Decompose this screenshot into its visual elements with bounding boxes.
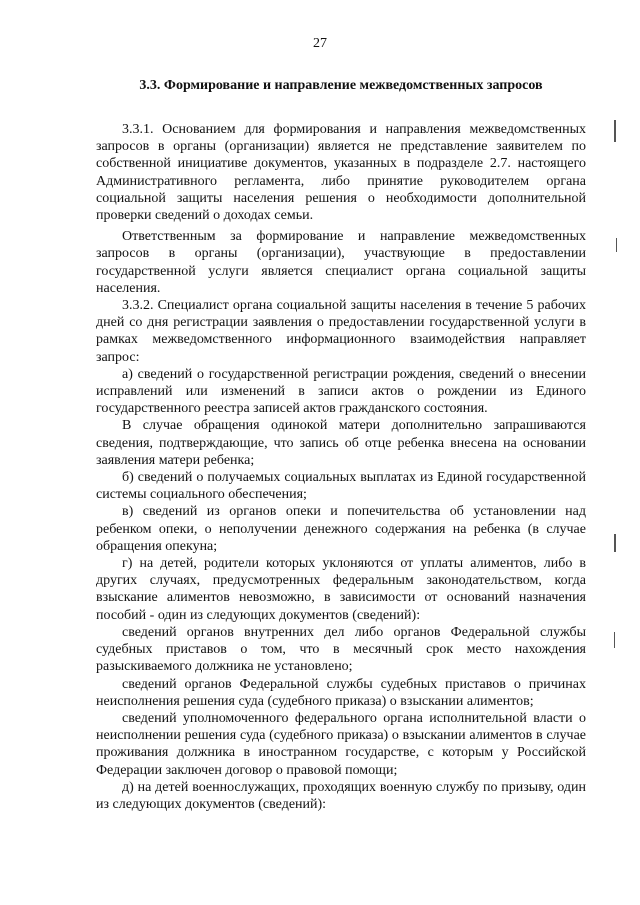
paragraph: Ответственным за формирование и направление межведомственных запросов в органы (организации), участвующие в предоставлении государственной услуги является специалист органа социальной защиты населения. bbox=[96, 229, 586, 296]
paragraph: г) на детей, родители которых уклоняются от уплаты алиментов, либо в других случаях, предусмотренных федеральным законодательством, когда взыскание алиментов невозможно, в зависимости от оснований назначения пособий - один из следующих документов (сведений): bbox=[96, 556, 586, 623]
section-heading: 3.3. Формирование и направление межведомственных запросов bbox=[139, 78, 543, 93]
scan-mark bbox=[614, 120, 616, 142]
paragraph: 3.3.2. Специалист органа социальной защиты населения в течение 5 рабочих дней со дня регистрации заявления о предоставлении государственной услуги в рамках межведомственного информационного взаимодействия направляет запрос: bbox=[96, 298, 586, 365]
paragraph: в) сведений из органов опеки и попечительства об установлении над ребенком опеки, о неполучении денежного содержания на ребенка (в случае обращения опекуна; bbox=[96, 504, 586, 554]
page-number: 27 bbox=[313, 36, 327, 51]
paragraph: сведений органов Федеральной службы судебных приставов о причинах неисполнения решения суда (судебного приказа) о взыскании алиментов; bbox=[96, 676, 586, 709]
paragraph: В случае обращения одинокой матери дополнительно запрашиваются сведения, подтверждающие, что запись об отце ребенка внесена на основании заявления матери ребенка; bbox=[96, 418, 586, 468]
paragraph: сведений органов внутренних дел либо органов Федеральной службы судебных приставов о том, что в месячный срок место нахождения разыскиваемого должника не установлено; bbox=[96, 624, 586, 675]
scan-mark bbox=[614, 534, 616, 552]
paragraph: 3.3.1. Основанием для формирования и направления межведомственных запросов в органы (организации) является не представление заявителем по собственной инициативе документов, указанных в подразделе 2.7. настоящего Административного регламента, либо принятие руководителем органа социальной защиты населения решения о необходимости дополнительной проверки сведений о доходах семьи. bbox=[96, 122, 586, 224]
scan-mark bbox=[614, 632, 615, 648]
paragraph: сведений уполномоченного федерального органа исполнительной власти о неисполнении решения суда (судебного приказа) о взыскании алиментов в случае проживания должника в иностранном государстве, с которым у Российской Федерации заключен договор о правовой помощи; bbox=[96, 710, 586, 778]
document-body bbox=[96, 121, 586, 813]
scan-mark bbox=[616, 238, 617, 252]
paragraph: б) сведений о получаемых социальных выплатах из Единой государственной системы социального обеспечения; bbox=[96, 470, 586, 503]
paragraph: д) на детей военнослужащих, проходящих военную службу по призыву, один из следующих документов (сведений): bbox=[96, 779, 586, 812]
paragraph: а) сведений о государственной регистрации рождения, сведений о внесении исправлений или изменений в записи актов о рождении из Единого государственного реестра записей актов гражданского состояния. bbox=[96, 366, 586, 417]
